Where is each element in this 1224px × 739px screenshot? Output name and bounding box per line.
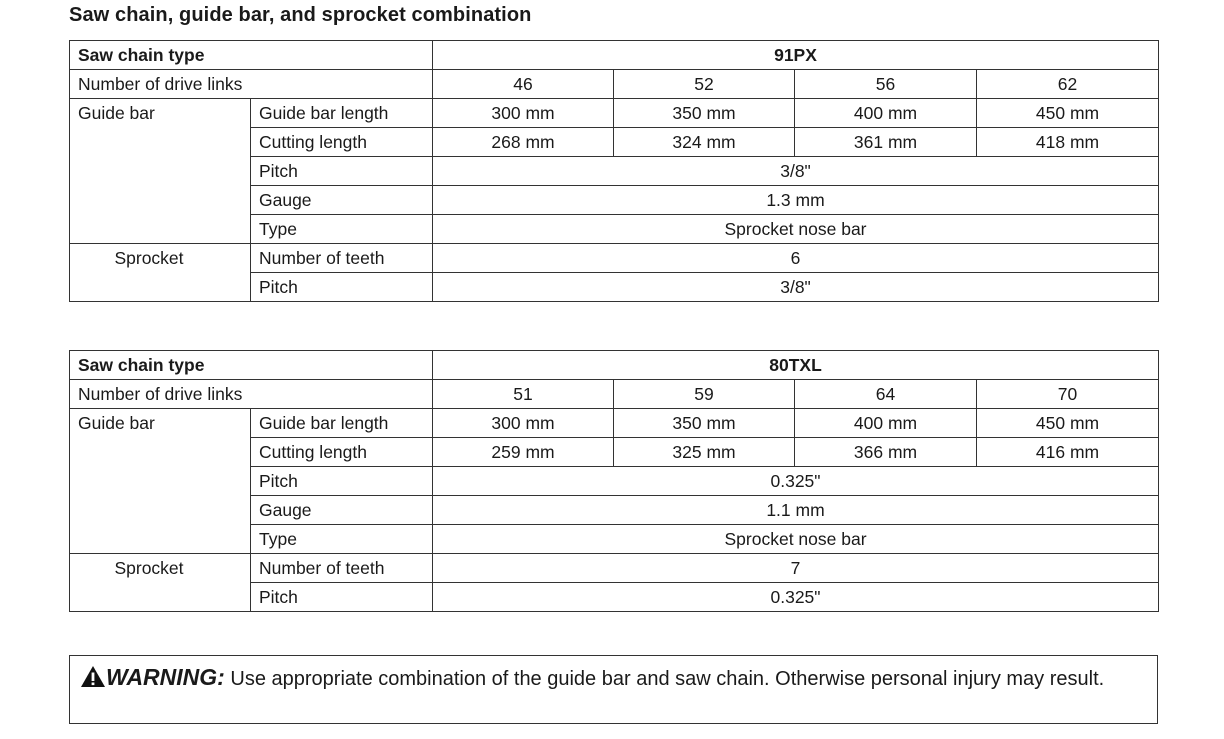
spec-table-80txl (69, 350, 1159, 612)
saw-chain-type-label: Saw chain type (70, 351, 433, 380)
drive-links-cell: 52 (614, 70, 795, 99)
sprocket-pitch-label: Pitch (251, 583, 433, 612)
guide-bar-length-cell: 400 mm (795, 99, 977, 128)
table-row (70, 554, 1159, 583)
teeth-value: 6 (433, 244, 1159, 273)
drive-links-cell: 56 (795, 70, 977, 99)
type-value: Sprocket nose bar (433, 525, 1159, 554)
pitch-value: 3/8" (433, 157, 1159, 186)
drive-links-label: Number of drive links (70, 380, 433, 409)
cutting-length-label: Cutting length (251, 128, 433, 157)
guide-bar-length-cell: 450 mm (977, 409, 1159, 438)
sprocket-label: Sprocket (70, 554, 251, 612)
spec-table-91px (69, 40, 1159, 302)
drive-links-label: Number of drive links (70, 70, 433, 99)
guide-bar-length-cell: 450 mm (977, 99, 1159, 128)
cutting-length-cell: 259 mm (433, 438, 614, 467)
warning-box (69, 655, 1158, 724)
sprocket-pitch-value: 3/8" (433, 273, 1159, 302)
cutting-length-cell: 416 mm (977, 438, 1159, 467)
warning-label: WARNING: (106, 664, 225, 690)
type-value: Sprocket nose bar (433, 215, 1159, 244)
pitch-label: Pitch (251, 157, 433, 186)
teeth-label: Number of teeth (251, 244, 433, 273)
guide-bar-label: Guide bar (70, 99, 251, 244)
pitch-label: Pitch (251, 467, 433, 496)
gauge-value: 1.1 mm (433, 496, 1159, 525)
type-label: Type (251, 215, 433, 244)
guide-bar-length-cell: 300 mm (433, 99, 614, 128)
gauge-label: Gauge (251, 496, 433, 525)
table-row (70, 380, 1159, 409)
saw-chain-type-value: 91PX (433, 41, 1159, 70)
cutting-length-cell: 418 mm (977, 128, 1159, 157)
page-title: Saw chain, guide bar, and sprocket combination (69, 4, 532, 26)
table-row (70, 70, 1159, 99)
cutting-length-cell: 361 mm (795, 128, 977, 157)
sprocket-pitch-value: 0.325" (433, 583, 1159, 612)
sprocket-pitch-label: Pitch (251, 273, 433, 302)
table-row (70, 351, 1159, 380)
guide-bar-length-label: Guide bar length (251, 409, 433, 438)
warning-text: Use appropriate combination of the guide bar and saw chain. Otherwise personal injury may result. (224, 668, 1105, 690)
drive-links-cell: 59 (614, 380, 795, 409)
sprocket-label: Sprocket (70, 244, 251, 302)
cutting-length-cell: 324 mm (614, 128, 795, 157)
drive-links-cell: 70 (977, 380, 1159, 409)
table-row (70, 99, 1159, 128)
guide-bar-length-label: Guide bar length (251, 99, 433, 128)
teeth-label: Number of teeth (251, 554, 433, 583)
drive-links-cell: 51 (433, 380, 614, 409)
gauge-label: Gauge (251, 186, 433, 215)
pitch-value: 0.325" (433, 467, 1159, 496)
saw-chain-type-value: 80TXL (433, 351, 1159, 380)
guide-bar-length-cell: 350 mm (614, 409, 795, 438)
table-row (70, 41, 1159, 70)
guide-bar-length-cell: 350 mm (614, 99, 795, 128)
guide-bar-label: Guide bar (70, 409, 251, 554)
drive-links-cell: 46 (433, 70, 614, 99)
cutting-length-cell: 366 mm (795, 438, 977, 467)
saw-chain-type-label: Saw chain type (70, 41, 433, 70)
cutting-length-label: Cutting length (251, 438, 433, 467)
drive-links-cell: 62 (977, 70, 1159, 99)
type-label: Type (251, 525, 433, 554)
table-row (70, 244, 1159, 273)
warning-triangle-icon (80, 665, 106, 688)
table-row (70, 409, 1159, 438)
cutting-length-cell: 325 mm (614, 438, 795, 467)
cutting-length-cell: 268 mm (433, 128, 614, 157)
drive-links-cell: 64 (795, 380, 977, 409)
teeth-value: 7 (433, 554, 1159, 583)
gauge-value: 1.3 mm (433, 186, 1159, 215)
guide-bar-length-cell: 400 mm (795, 409, 977, 438)
guide-bar-length-cell: 300 mm (433, 409, 614, 438)
